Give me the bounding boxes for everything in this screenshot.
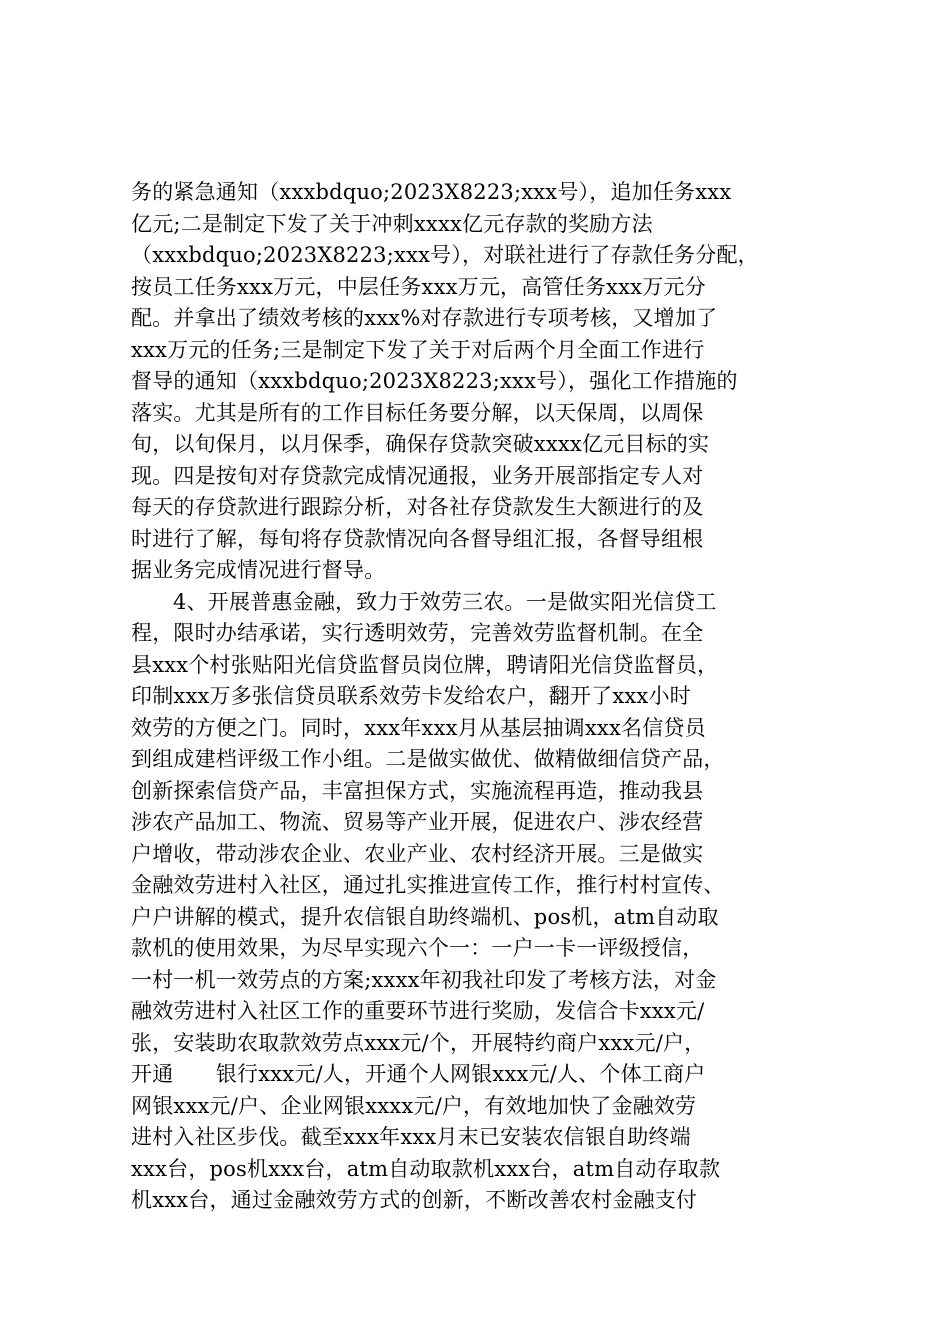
text-line: 款机的使用效果，为尽早实现六个一：一户一卡一评级授信， [131,936,704,960]
text-line: 据业务完成情况进行督导。 [131,558,386,582]
text-line: 现。四是按旬对存贷款完成情况通报，业务开展部指定专人对 [131,463,704,488]
text-line: 开通 银行xxx元/人，开通个人网银xxx元/人、个体工商户 [131,1062,706,1086]
text-line: 程，限时办结承诺，实行透明效劳，完善效劳监督机制。在全 [131,621,704,645]
text-line: 到组成建档评级工作小组。二是做实做优、做精做细信贷产品， [131,747,725,771]
text-line: 机xxx台，通过金融效劳方式的创新，不断改善农村金融支付 [131,1188,698,1212]
text-line: 时进行了解，每旬将存贷款情况向各督导组汇报，各督导组根 [131,526,704,551]
text-line: 进村入社区步伐。截至xxx年xxx月末已安装农信银自助终端 [131,1125,691,1149]
text-line: 县xxx个村张贴阳光信贷监督员岗位牌，聘请阳光信贷监督员， [131,652,719,677]
paragraph-start-line: 4、开展普惠金融，致力于效劳三农。一是做实阳光信贷工 [173,589,717,614]
text-line: 督导的通知（xxxbdquo;2023X8223;xxx号），强化工作措施的 [131,369,738,393]
text-line: 一村一机一效劳点的方案;xxxx年初我社印发了考核方法，对金 [131,967,717,992]
text-line: 按员工任务xxx万元，中层任务xxx万元，高管任务xxx万元分 [131,274,706,299]
text-line: （xxxbdquo;2023X8223;xxx号），对联社进行了存款任务分配， [131,243,759,267]
text-line: 金融效劳进村入社区，通过扎实推进宣传工作，推行村村宣传、 [131,873,725,897]
text-line: xxx万元的任务;三是制定下发了关于对后两个月全面工作进行 [131,337,705,362]
text-line: 印制xxx万多张信贷员联系效劳卡发给农户，翻开了xxx小时 [131,684,691,708]
text-line: 网银xxx元/户、企业网银xxxx元/户，有效地加快了金融效劳 [131,1093,697,1118]
text-line: 务的紧急通知（xxxbdquo;2023X8223;xxx号），追加任务xxx [131,180,732,204]
text-line: 落实。尤其是所有的工作目标任务要分解，以天保周，以周保 [131,400,704,425]
text-line: 创新探索信贷产品，丰富担保方式，实施流程再造，推动我县 [131,778,704,803]
text-line: 亿元;二是制定下发了关于冲刺xxxx亿元存款的奖励方法 [131,211,653,236]
text-line: 张，安装助农取款效劳点xxx元/个，开展特约商户xxx元/户， [131,1030,706,1055]
text-line: 融效劳进村入社区工作的重要环节进行奖励，发信合卡xxx元/ [131,999,705,1023]
text-line: 户增收，带动涉农企业、农业产业、农村经济开展。三是做实 [131,841,704,866]
text-line: 每天的存贷款进行跟踪分析，对各社存贷款发生大额进行的及 [131,495,704,519]
text-line: 户户讲解的模式，提升农信银自助终端机、pos机，atm自动取 [131,904,719,929]
body-text [131,177,836,1217]
text-line: 旬，以旬保月，以月保季，确保存贷款突破xxxx亿元目标的实 [131,432,710,456]
text-line: 涉农产品加工、物流、贸易等产业开展，促进农户、涉农经营 [131,810,704,834]
text-line: xxx台，pos机xxx台，atm自动取款机xxx台，atm自动存取款 [131,1156,721,1181]
text-line: 配。并拿出了绩效考核的xxx%对存款进行专项考核，又增加了 [131,306,718,330]
text-line: 效劳的方便之门。同时，xxx年xxx月从基层抽调xxx名信贷员 [131,715,706,740]
